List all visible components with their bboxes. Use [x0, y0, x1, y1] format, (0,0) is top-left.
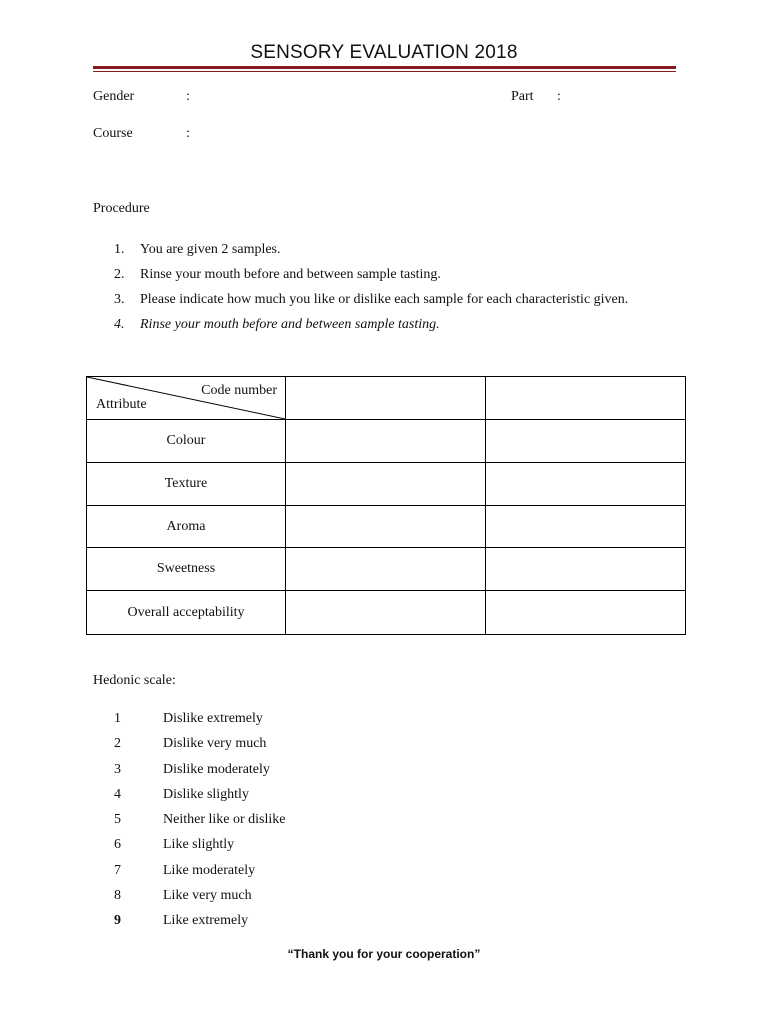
scale-number: 9: [114, 913, 121, 929]
header-diagonal-cell: [87, 377, 286, 420]
attribute-cell: Aroma: [87, 506, 286, 548]
part-separator: :: [557, 89, 561, 104]
sample-2-score-cell[interactable]: [486, 506, 686, 548]
sample-1-score-cell[interactable]: [286, 591, 486, 635]
scale-number: 7: [114, 862, 121, 878]
step-number: 3.: [114, 292, 125, 307]
attribute-cell: Texture: [87, 463, 286, 506]
sample-2-score-cell[interactable]: [486, 420, 686, 463]
scale-number: 6: [114, 837, 121, 853]
procedure-step: [114, 262, 654, 287]
scale-label: Like slightly: [163, 837, 235, 853]
header-attribute: Attribute: [96, 397, 147, 412]
attribute-cell: Sweetness: [87, 548, 286, 591]
step-text: Rinse your mouth before and between sample tasting.: [140, 267, 441, 282]
table-row: [87, 548, 686, 591]
scale-label: Neither like or dislike: [163, 812, 286, 828]
sample-1-score-cell[interactable]: [286, 548, 486, 591]
page-title: SENSORY EVALUATION 2018: [250, 42, 518, 63]
table-row: [87, 591, 686, 635]
step-number: 4.: [114, 317, 125, 332]
step-number: 1.: [114, 242, 125, 257]
step-number: 2.: [114, 267, 125, 282]
table-row: [87, 420, 686, 463]
hedonic-heading: Hedonic scale:: [93, 673, 176, 688]
procedure-step: [114, 237, 654, 262]
scale-number: 2: [114, 736, 121, 752]
scale-label: Like very much: [163, 888, 252, 904]
title-rule-thick: [93, 66, 676, 69]
course-label: Course: [93, 126, 133, 141]
sample-1-score-cell[interactable]: [286, 506, 486, 548]
scale-label: Like moderately: [163, 862, 256, 878]
attribute-cell: Colour: [87, 420, 286, 463]
table-header-row: [87, 377, 686, 420]
sample-1-score-cell[interactable]: [286, 420, 486, 463]
sample-2-score-cell[interactable]: [486, 463, 686, 506]
scale-number: 3: [114, 761, 121, 777]
scale-label: Dislike moderately: [163, 761, 270, 777]
scale-label: Dislike extremely: [163, 711, 263, 726]
part-label: Part: [511, 89, 534, 104]
sample-1-code-cell[interactable]: [286, 377, 486, 420]
scale-number: 1: [114, 711, 121, 726]
table-row: [87, 463, 686, 506]
footer-thanks: “Thank you for your cooperation”: [287, 947, 481, 961]
sample-1-score-cell[interactable]: [286, 463, 486, 506]
sample-2-score-cell[interactable]: [486, 548, 686, 591]
scale-number: 5: [114, 812, 121, 828]
step-text: Please indicate how much you like or dislike each sample for each characteristic given.: [140, 292, 629, 307]
attribute-cell: Overall acceptability: [87, 591, 286, 635]
sample-2-score-cell[interactable]: [486, 591, 686, 635]
title-rule-thin: [93, 71, 676, 72]
scale-number: 8: [114, 888, 121, 904]
evaluation-table: [86, 376, 686, 635]
header-code-number: Code number: [201, 383, 277, 398]
procedure-list: [114, 237, 654, 337]
gender-separator: :: [186, 89, 190, 104]
procedure-step: [114, 287, 654, 312]
sample-2-code-cell[interactable]: [486, 377, 686, 420]
course-separator: :: [186, 126, 190, 141]
scale-label: Dislike slightly: [163, 786, 249, 802]
scale-label: Dislike very much: [163, 736, 267, 752]
step-text: Rinse your mouth before and between sample tasting.: [140, 317, 440, 332]
gender-label: Gender: [93, 89, 135, 104]
step-text: You are given 2 samples.: [140, 242, 281, 257]
procedure-step: [114, 312, 654, 337]
table-row: [87, 506, 686, 548]
scale-number: 4: [114, 786, 121, 802]
procedure-heading: Procedure: [93, 201, 150, 216]
scale-label: Like extremely: [163, 913, 249, 929]
